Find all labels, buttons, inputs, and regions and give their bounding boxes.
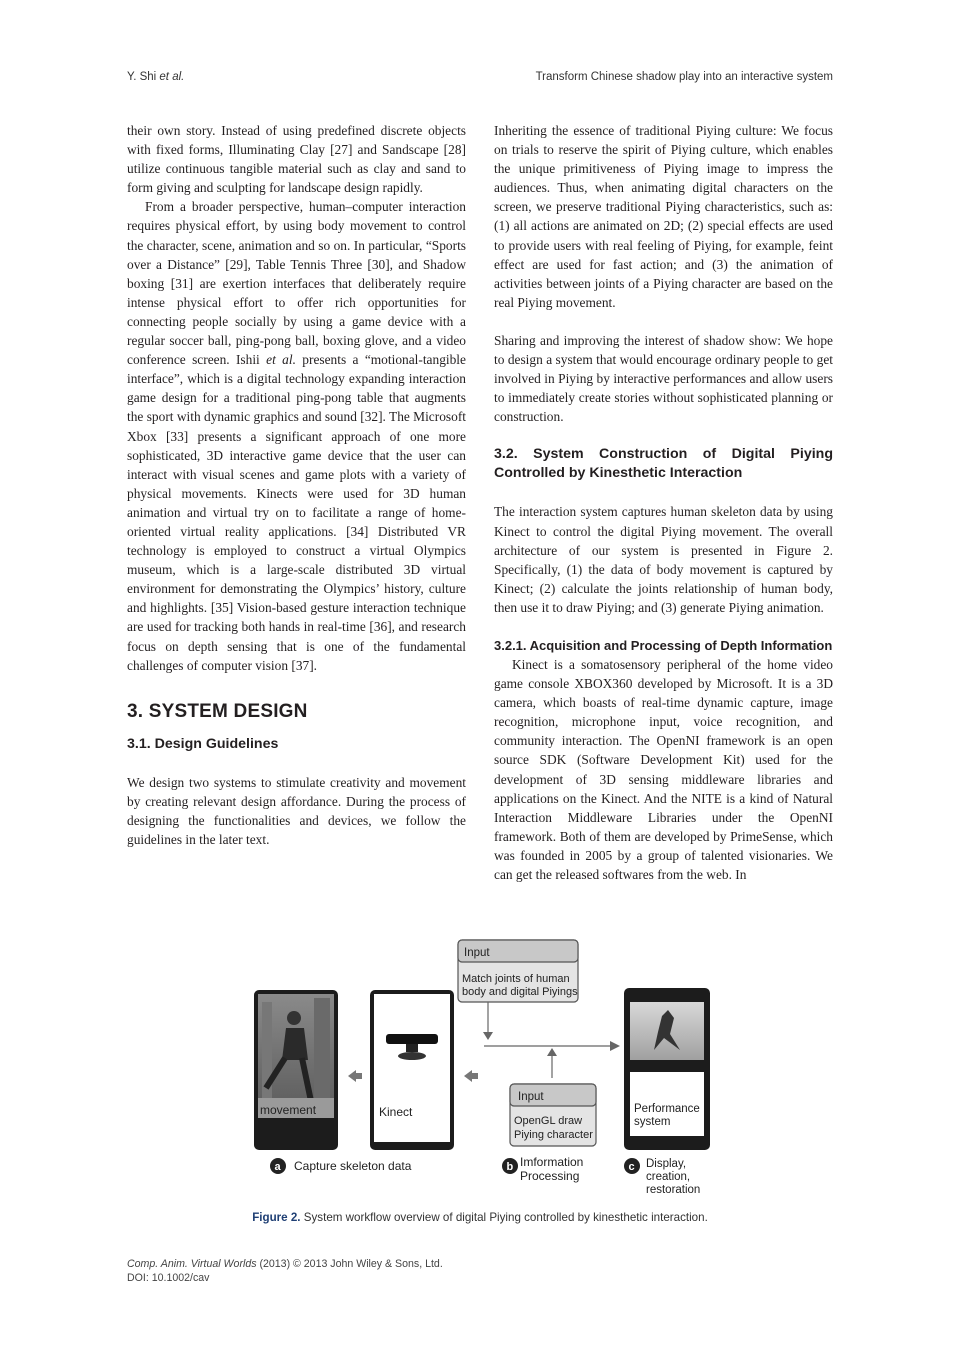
- input-top-text-line1: Match joints of human: [462, 973, 570, 985]
- left-paragraph-2-etal: et al.: [266, 352, 296, 368]
- arrow-movement-to-kinect: [348, 1070, 362, 1082]
- running-header-author: [127, 71, 184, 83]
- footer-journal: Comp. Anim. Virtual Worlds: [127, 1258, 257, 1270]
- kinect-sensor-icon: [386, 1034, 438, 1044]
- person-body: [282, 1028, 308, 1060]
- left-paragraph-2-part-b: presents a “motional-tangible interface”, which is a digital technology expanding interaction game design for a traditional ping-pong table that augments the sport with dynamic graphics and sound [32]. The Microsoft Xbox [33] presents a significant approach of one more sophisticated, 3D interactive game device that the user can interact with visual scenes and game plots with a variety of physical movements. Kinects were used for 3D human animation and virtual try on to facilitate a range of home-oriented virtual reality applications. [34] Distributed VR technology is employed to construct a virtual Olympics museum, which is a large-scale distributed 3D virtual environment for demonstrating the Olympics’ history, culture and highlights. [35] Vision-based gesture interaction technique are used for tracking both hands in real-time [36], and research focus on depth sensing that is one of the fundamental challenges of computer vision [37].: [127, 352, 466, 673]
- right-column: [494, 121, 833, 884]
- footer-copyright: (2013) © 2013 John Wiley & Sons, Ltd.: [259, 1258, 443, 1270]
- input-bottom-text-line1: OpenGL draw: [514, 1115, 583, 1127]
- caption-text: System workflow overview of digital Piying controlled by kinesthetic interaction.: [303, 1211, 708, 1224]
- subsection-heading-system-construction: 3.2. System Construction of Digital Piying Controlled by Kinesthetic Interaction: [494, 446, 833, 482]
- section-heading-system-design: 3. SYSTEM DESIGN: [127, 700, 308, 722]
- performance-label-line1: Performance: [634, 1103, 700, 1115]
- left-paragraph-2: [127, 197, 466, 674]
- label-c-line1: Display,: [646, 1158, 687, 1170]
- marker-a: a: [274, 1161, 281, 1173]
- right-paragraph-2: Sharing and improving the interest of shadow show: We hope to design a system that would encourage ordinary people to get involved in Piying by interactive performances and allow users to immediately create stories without sophisticated planning or construction.: [494, 332, 833, 425]
- input-box-opengl: [510, 1048, 596, 1146]
- label-b: [502, 1155, 583, 1183]
- input-bottom-label: Input: [518, 1091, 544, 1103]
- label-c-line2: creation,: [646, 1171, 691, 1183]
- input-box-match-joints: [458, 940, 578, 1002]
- marker-c: c: [628, 1161, 635, 1173]
- subsection-heading-design-guidelines: 3.1. Design Guidelines: [127, 735, 279, 752]
- arrow-top-down-head: [483, 1032, 493, 1040]
- input-top-label: Input: [464, 947, 490, 959]
- left-paragraph-2-part-a: From a broader perspective, human–computer interaction requires physical effort, by using body movement to control the character, scene, animation and so on. In particular, “Sports over a Distance” [29], Table Tennis Three [30], and Shadow boxing [31] are exertion interfaces that deliberately require intense physical effort to offer rich opportunities for connecting people socially by using a game device with a regular soccer ball, ping-pong ball, boxing glove, and a video conference screen. Ishii: [127, 199, 466, 368]
- label-c: [624, 1158, 700, 1196]
- input-top-text-line2: body and digital Piyings: [462, 986, 578, 998]
- caption-label: Figure 2.: [252, 1211, 301, 1224]
- movement-label: movement: [260, 1103, 317, 1117]
- kinect-label: Kinect: [379, 1105, 413, 1119]
- left-paragraph-3: We design two systems to stimulate creativity and movement by creating relevant design affordance. During the process of designing the functionalities and devices, we follow the guidelines in the later text.: [127, 774, 466, 848]
- running-header-title: Transform Chinese shadow play into an interactive system: [535, 71, 833, 83]
- performance-panel: [624, 988, 710, 1150]
- left-paragraph-1: their own story. Instead of using predefined discrete objects with fixed forms, Illuminating Clay [27] and Sandscape [28] utilize continuous tangible material such as clay and sand to form giving and sculpting for landscape design rapidly.: [127, 123, 466, 196]
- performance-label-line2: system: [634, 1116, 671, 1128]
- footer-citation: [127, 1257, 443, 1271]
- label-b-line2: Processing: [520, 1169, 580, 1183]
- right-paragraph-3: The interaction system captures human skeleton data by using Kinect to control the digital Piying movement. The overall architecture of our system is presented in Figure 2. Specifically, (1) the data of body movement is captured by Kinect; (2) calculate the joints relationship of human body, then use it to draw Piying; and (3) generate Piying animation.: [494, 504, 833, 615]
- person-head: [287, 1011, 301, 1025]
- arrow-kinect-to-processing: [464, 1070, 478, 1082]
- author-name: Y. Shi: [127, 71, 157, 83]
- label-a-text: Capture skeleton data: [294, 1159, 412, 1173]
- figure-caption: [0, 1211, 960, 1224]
- label-b-line1: Imformation: [520, 1155, 584, 1169]
- marker-b: b: [506, 1161, 514, 1173]
- movement-panel: [254, 990, 338, 1150]
- left-column: [127, 121, 466, 849]
- arrow-processing-to-performance-head: [610, 1041, 620, 1051]
- page-footer: [127, 1257, 443, 1285]
- subsubsection-heading-depth-info: 3.2.1. Acquisition and Processing of Depth Information: [494, 637, 833, 653]
- label-a: [270, 1158, 412, 1174]
- kinect-panel: [370, 990, 454, 1150]
- label-c-line3: restoration: [646, 1184, 701, 1196]
- footer-doi: DOI: 10.1002/cav: [127, 1272, 210, 1284]
- workflow-figure: [252, 938, 714, 1198]
- right-paragraph-4: Kinect is a somatosensory peripheral of the home video game console XBOX360 developed by Microsoft. It is a 3D camera, which boasts of real-time dynamic capture, image recognition, microphone input, voice recognition, and community interaction. The OpenNI framework is an open source SDK (Software Development Kit) used for the development of 3D sensing middleware libraries and applications on the Kinect. And the NITE is a kind of Natural Interaction Middleware Libraries under the OpenNI framework. Both of them are developed by PrimeSense, which was founded in 2005 by a group of talented visionaries. We can get the released softwares from the web. In: [494, 656, 833, 882]
- right-paragraph-1: Inheriting the essence of traditional Piying culture: We focus on trials to reserve the spirit of Piying culture, which enables the unique primitiveness of Piying image to impress the audiences. Thus, when animating digital characters on the screen, we preserve traditional Piying characteristics, such as: (1) all actions are animated on 2D; (2) special effects are used to provide users with real feeling of Piying, for example, feint effect are used for fast action; and (3) the animation of activities between joints of a Piying character are based on the real Piying movement.: [494, 123, 833, 310]
- author-etal: et al.: [159, 71, 185, 83]
- input-bottom-text-line2: Piying character: [514, 1129, 593, 1141]
